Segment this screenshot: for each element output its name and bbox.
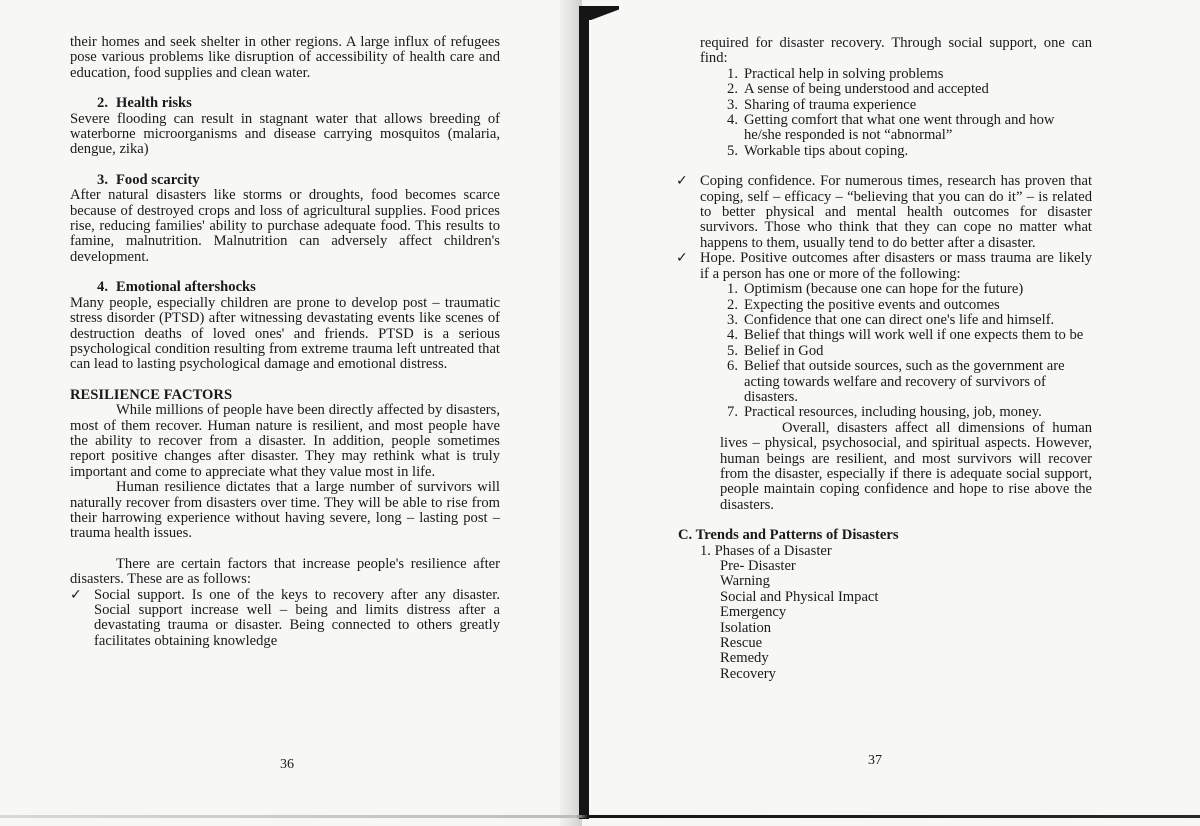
- list-item-food-scarcity: [70, 173, 500, 265]
- item-body: Severe flooding can result in stagnant water that allows breeding of waterborne microorganisms and disease carrying mosquitos (malaria, dengue, zika): [70, 110, 500, 158]
- right-page-content: [676, 35, 1092, 682]
- list-item: Emergency: [720, 604, 787, 621]
- item-body: Many people, especially children are prone to develop post – traumatic stress disorder (PTSD) after witnessing devastating events like scenes of destruction deaths of loved ones' and friends. PTSD is a serious psychological condition resulting from extreme trauma left untreated that can lead to lasting psychological damage and emotional distress.: [70, 294, 500, 373]
- list-item: Recovery: [720, 665, 776, 682]
- item-title: Emotional aftershocks: [116, 279, 256, 296]
- intro-paragraph: their homes and seek shelter in other regions. A large influx of refugees pose various problems like disruption of accessibility of health care and education, food supplies and clean water.: [70, 34, 500, 81]
- list-item: Warning: [720, 573, 770, 590]
- page-number: 37: [868, 753, 882, 768]
- check-icon: ✓: [70, 586, 82, 603]
- list-item: Pre- Disaster: [720, 558, 796, 574]
- section-title-resilience: RESILIENCE FACTORS: [70, 386, 233, 403]
- phases-title: 1. Phases of a Disaster: [700, 542, 832, 559]
- list-item: 5. Belief in God: [727, 342, 824, 359]
- list-item: Remedy: [720, 650, 769, 667]
- list-item: 1. Optimism (because one can hope for the future): [727, 281, 1024, 298]
- check-item-coping: [676, 174, 1092, 251]
- item-number: 4.: [97, 279, 108, 296]
- item-title: Health risks: [116, 95, 192, 112]
- support-list: [700, 67, 1092, 159]
- list-item: 4. Getting comfort that what one went through and how he/she responded is not “abnormal”: [727, 112, 1055, 144]
- item-number: 2.: [97, 95, 108, 112]
- check-item-text: Social support. Is one of the keys to recovery after any disaster. Social support increase well – being and limits distress after a devastating trauma or disaster. Being connected to others greatly facilitates obtaining knowledge: [94, 586, 500, 649]
- continuation-paragraph: required for disaster recovery. Through social support, one can find:: [700, 35, 1092, 67]
- left-page-content: [70, 35, 500, 649]
- list-item-emotional-aftershocks: [70, 280, 500, 372]
- list-item: 4. Belief that things will work well if one expects them to be: [727, 327, 1084, 344]
- list-item: Social and Physical Impact: [720, 588, 879, 605]
- list-item: 3. Confidence that one can direct one's life and himself.: [727, 311, 1055, 328]
- page-bottom-edge: [0, 815, 1200, 818]
- item-title: Food scarcity: [116, 171, 200, 188]
- phases-list: [700, 559, 1092, 682]
- list-item: 2. A sense of being understood and accepted: [727, 81, 989, 98]
- check-item-hope: [676, 251, 1092, 282]
- check-item-text: Hope. Positive outcomes after disasters or mass trauma are likely if a person has one or more of the following:: [700, 250, 1092, 282]
- check-item-text: Coping confidence. For numerous times, research has proven that coping, self – efficacy – “believing that you can do it” – is related to better physical and mental health outcomes for disaster survivors. Those who think that they can cope no matter what happens to them, usually tend to do better after a disaster.: [700, 173, 1092, 251]
- hope-list: [700, 282, 1092, 421]
- list-item-health-risks: [70, 96, 500, 158]
- page-number: 36: [280, 757, 294, 772]
- list-item: 2. Expecting the positive events and outcomes: [727, 296, 1000, 313]
- check-item-social-support: [70, 588, 500, 650]
- section-title-trends: C. Trends and Patterns of Disasters: [678, 527, 899, 544]
- item-number: 3.: [97, 171, 108, 188]
- paragraph: While millions of people have been directly affected by disasters, most of them recover. Human nature is resilient, and most people have the ability to recover from a disaster. In addition, people sometimes report positive changes after disaster. They may rethink what is truly important and come to appreciate what they value most in life.: [70, 402, 500, 480]
- paragraph: There are certain factors that increase people's resilience after disasters. These are as follows:: [70, 555, 500, 588]
- book-spine: [579, 14, 589, 819]
- list-item: Isolation: [720, 619, 772, 636]
- list-item: 1. Practical help in solving problems: [727, 65, 944, 82]
- list-item: Rescue: [720, 635, 763, 652]
- list-item: 7. Practical resources, including housing, job, money.: [727, 404, 1042, 421]
- paragraph: Human resilience dictates that a large number of survivors will naturally recover from disasters over time. They will be able to rise from their harrowing experience without having severe, long – lasting post – trauma health issues.: [70, 479, 500, 542]
- list-item: 3. Sharing of trauma experience: [727, 96, 917, 113]
- overall-paragraph: Overall, disasters affect all dimensions of human lives – physical, psychosocial, and spiritual aspects. However, human beings are resilient, and most survivors will recover from the disaster, especially if there is adequate social support, people maintain coping confidence and hope to rise above the disasters.: [720, 419, 1092, 513]
- check-icon: ✓: [676, 250, 688, 267]
- left-page: [0, 0, 560, 826]
- list-item: 5. Workable tips about coping.: [727, 142, 909, 159]
- item-body: After natural disasters like storms or droughts, food becomes scarce because of destroyed crops and loss of agricultural supplies. Food prices rise, reducing families' ability to purchase adequate food. This results to famine, malnutrition. Malnutrition can adversely affect children's development.: [70, 187, 500, 265]
- check-icon: ✓: [676, 173, 688, 190]
- list-item: 6. Belief that outside sources, such as the government are acting towards welfare and recovery of survivors of disasters.: [727, 358, 1065, 405]
